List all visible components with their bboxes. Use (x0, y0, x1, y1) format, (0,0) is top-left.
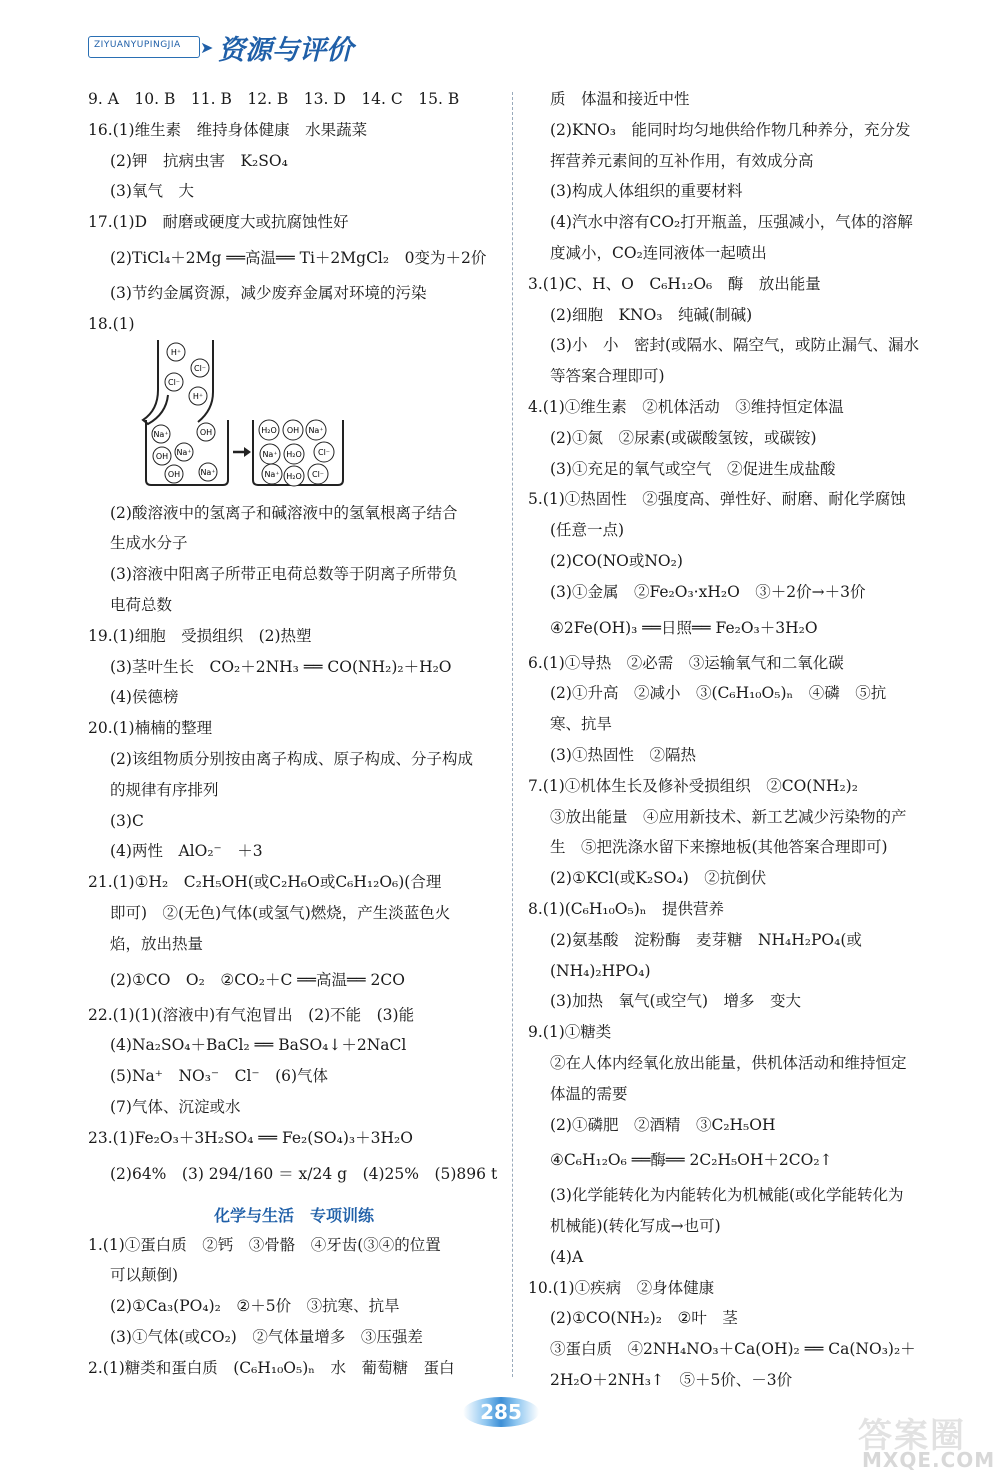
answer-line: 体温的需要 (550, 1084, 628, 1103)
answer-line: (2)①升高 ②减小 ③(C₆H₁₀O₅)ₙ ④磷 ⑤抗 (550, 684, 887, 703)
ion-label: Cl⁻ (317, 447, 331, 457)
ion-label: H₂O (261, 425, 277, 435)
page-header (88, 18, 353, 66)
answer-line: 即可) ②(无色)气体(或氢气)燃烧，产生淡蓝色火 (110, 903, 451, 922)
answer-line: 度减小，CO₂连同液体一起喷出 (550, 243, 767, 262)
pour-tube-left (143, 340, 168, 424)
answer-line: 5.(1)①热固性 ②强度高、弹性好、耐磨、耐化学腐蚀 (528, 490, 906, 509)
column-divider (512, 92, 513, 1377)
answer-line: (2)TiCl₄＋2Mg ══高温══ Ti＋2MgCl₂ 0变为＋2价 (110, 248, 487, 267)
answer-line: 的规律有序排列 (110, 780, 219, 799)
ion-label: H⁺ (192, 391, 204, 401)
answer-line: (2)钾 抗病虫害 K₂SO₄ (110, 151, 288, 170)
answer-line: 22.(1)(1)(溶液中)有气泡冒出 (2)不能 (3)能 (88, 1005, 415, 1024)
answer-line: (4)侯德榜 (110, 688, 179, 707)
ion-label: Na⁺ (308, 425, 324, 435)
answer-line: 机械能)(转化写成→也可) (550, 1217, 721, 1236)
ion-label: Na⁺ (153, 429, 169, 439)
ion-label: OH (199, 427, 213, 437)
watermark-logo: 答案圈 (858, 1416, 966, 1456)
answer-line: 9.(1)①糖类 (528, 1023, 612, 1042)
answer-line: 3.(1)C、H、O C₆H₁₂O₆ 酶 放出能量 (528, 274, 821, 293)
watermark-text: MXQE.COM (862, 1448, 996, 1472)
answer-line: 23.(1)Fe₂O₃＋3H₂SO₄ ══ Fe₂(SO₄)₃＋3H₂O (88, 1128, 413, 1147)
answer-line: ③放出能量 ④应用新技术、新工艺减少污染物的产 (550, 807, 907, 826)
answer-line: 质 体温和接近中性 (550, 90, 690, 108)
reaction-arrowhead-icon (244, 447, 251, 457)
answer-line: (3)加热 氧气(或空气) 增多 变大 (550, 992, 802, 1011)
answer-line: (任意一点) (550, 521, 625, 540)
answer-line: (3)构成人体组织的重要材料 (550, 182, 743, 201)
answer-line: (3)小 小 密封(或隔水、隔空气，或防止漏气、漏水 (550, 336, 920, 355)
answer-line: (3)①充足的氧气或空气 ②促进生成盐酸 (550, 459, 836, 478)
answer-line: 可以颠倒) (110, 1266, 179, 1285)
answer-line: (4)汽水中溶有CO₂打开瓶盖，压强减小，气体的溶解 (550, 213, 913, 232)
answer-line: 20.(1)楠楠的整理 (88, 719, 213, 738)
header-pinyin: ZIYUANYUPINGJIA (94, 40, 181, 50)
left-column (88, 84, 500, 1384)
answer-line: 等答案合理即可) (550, 367, 665, 386)
ion-label: Cl⁻ (193, 363, 207, 373)
answer-line: 21.(1)①H₂ C₂H₅OH(或C₂H₆O或C₆H₁₂O₆)(合理 (88, 873, 442, 892)
answer-line: 8.(1)(C₆H₁₀O₅)ₙ 提供营养 (528, 899, 724, 918)
answer-line: (3)①气体(或CO₂) ②气体量增多 ③压强差 (110, 1327, 423, 1346)
answer-line: (2)该组物质分别按由离子构成、原子构成、分子构成 (110, 749, 473, 768)
ion-label: OH (155, 451, 169, 461)
answer-line: 18.(1) (88, 314, 135, 333)
answer-line: 16.(1)维生素 维持身体健康 水果蔬菜 (88, 120, 368, 139)
answer-line: 寒、抗旱 (550, 715, 613, 734)
right-column (528, 84, 948, 1396)
answer-line: (2)①氮 ②尿素(或碳酸氢铵，或碳铵) (550, 428, 817, 447)
answer-line: 7.(1)①机体生长及修补受损组织 ②CO(NH₂)₂ (528, 776, 858, 795)
answer-line: (2)细胞 KNO₃ 纯碱(制碱) (550, 305, 753, 324)
answer-line: (2)①CO(NH₂)₂ ②叶 茎 (550, 1309, 738, 1328)
answer-line: 焰，放出热量 (110, 934, 204, 953)
ion-label: Cl⁻ (167, 377, 181, 387)
answer-line: 2H₂O＋2NH₃↑ ⑤＋5价、－3价 (550, 1371, 793, 1390)
answer-line: (2)①CO O₂ ②CO₂＋C ══高温══ 2CO (110, 970, 405, 989)
answer-line: (3)氧气 大 (110, 182, 194, 201)
answer-line: (4)A (550, 1247, 584, 1266)
answer-line: 10.(1)①疾病 ②身体健康 (528, 1278, 715, 1297)
ion-label: Na⁺ (262, 449, 278, 459)
answer-line: (2)酸溶液中的氢离子和碱溶液中的氢氧根离子结合 (110, 503, 458, 522)
answer-line: (5)Na⁺ NO₃⁻ Cl⁻ (6)气体 (110, 1067, 329, 1086)
answer-line: (4)两性 AlO₂⁻ ＋3 (110, 842, 263, 861)
answer-line: 9. A 10. B 11. B 12. B 13. D 14. C 15. B (88, 90, 460, 108)
answer-line: (2)氨基酸 淀粉酶 麦芽糖 NH₄H₂PO₄(或 (550, 930, 862, 949)
answer-line: (2)KNO₃ 能同时均匀地供给作物几种养分，充分发 (550, 120, 911, 139)
ion-label: H₂O (286, 449, 302, 459)
section-title: 化学与生活 专项训练 (213, 1205, 374, 1225)
answer-line: (3)节约金属资源，减少废弃金属对环境的污染 (110, 283, 427, 302)
answer-line: 17.(1)D 耐磨或硬度大或抗腐蚀性好 (88, 213, 349, 232)
answer-line: ④2Fe(OH)₃ ══日照══ Fe₂O₃＋3H₂O (550, 618, 818, 637)
ion-label: Na⁺ (176, 447, 192, 457)
ion-diagram-svg (88, 340, 388, 490)
answer-line: 4.(1)①维生素 ②机体活动 ③维持恒定体温 (528, 397, 844, 416)
answer-line: 挥营养元素间的互补作用，有效成分高 (550, 151, 814, 170)
answer-line: (2)CO(NO或NO₂) (550, 551, 683, 570)
page-number: 285 (480, 1400, 522, 1424)
answer-line: (NH₄)₂HPO₄) (550, 961, 651, 980)
ion-label: Cl⁻ (311, 469, 325, 479)
answer-line: (3)①热固性 ②隔热 (550, 745, 696, 764)
header-arrow-icon: ➤ (200, 38, 214, 57)
answer-line: (3)茎叶生长 CO₂＋2NH₃ ══ CO(NH₂)₂＋H₂O (110, 657, 452, 676)
answer-line: (2)①磷肥 ②酒精 ③C₂H₅OH (550, 1115, 776, 1134)
ion-label: Na⁺ (200, 467, 216, 477)
answer-line: (2)①KCl(或K₂SO₄) ②抗倒伏 (550, 869, 767, 888)
answer-line: (2)64% (3) 294/160 ＝ x/24 g (4)25% (5)896 t (110, 1164, 498, 1183)
ion-label: OH (167, 469, 181, 479)
watermark (858, 1408, 996, 1474)
pour-tube-right (198, 340, 213, 422)
answer-line: (3)溶液中阳离子所带正电荷总数等于阴离子所带负 (110, 565, 458, 584)
answer-line: (2)①Ca₃(PO₄)₂ ②＋5价 ③抗寒、抗旱 (110, 1297, 400, 1316)
answer-line: 1.(1)①蛋白质 ②钙 ③骨骼 ④牙齿(③④的位置 (88, 1235, 441, 1254)
ion-label: H⁺ (170, 347, 182, 357)
answer-line: (3)C (110, 811, 144, 830)
ion-label: OH (286, 425, 300, 435)
ion-neutralization-diagram (88, 340, 500, 498)
answer-line: 6.(1)①导热 ②必需 ③运输氧气和二氧化碳 (528, 653, 844, 672)
answer-line: 电荷总数 (110, 595, 173, 614)
answer-line: 19.(1)细胞 受损组织 (2)热塑 (88, 626, 312, 645)
answer-line: (4)Na₂SO₄＋BaCl₂ ══ BaSO₄↓＋2NaCl (110, 1036, 407, 1055)
answer-line: (3)①金属 ②Fe₂O₃·xH₂O ③＋2价→＋3价 (550, 582, 866, 601)
answer-line: (7)气体、沉淀或水 (110, 1097, 241, 1116)
header-title: 资源与评价 (218, 35, 353, 66)
answer-line: (3)化学能转化为内能转化为机械能(或化学能转化为 (550, 1186, 904, 1205)
answer-line: ②在人体内经氧化放出能量，供机体活动和维持恒定 (550, 1053, 907, 1072)
answer-line: 生 ⑤把洗涤水留下来擦地板(其他答案合理即可) (550, 838, 888, 857)
ion-label: H₂O (286, 471, 302, 481)
ion-label: Na⁺ (264, 469, 280, 479)
answer-line: ④C₆H₁₂O₆ ══酶══ 2C₂H₅OH＋2CO₂↑ (550, 1151, 833, 1170)
answer-line: ③蛋白质 ④2NH₄NO₃＋Ca(OH)₂ ══ Ca(NO₃)₂＋ (550, 1340, 916, 1359)
answer-line: 生成水分子 (110, 534, 188, 553)
answer-line: 2.(1)糖类和蛋白质 (C₆H₁₀O₅)ₙ 水 葡萄糖 蛋白 (88, 1358, 455, 1377)
